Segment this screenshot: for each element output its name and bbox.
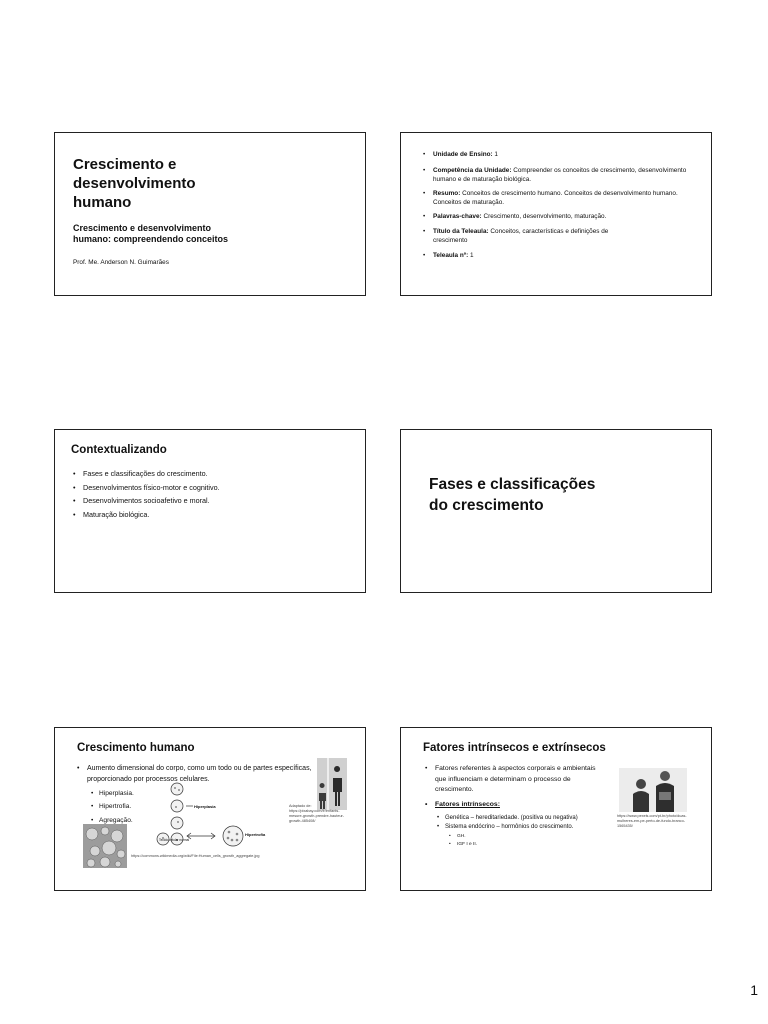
author: Prof. Me. Anderson N. Guimarães — [73, 259, 169, 266]
info-list — [421, 150, 693, 260]
citation: https://www.pexels.com/pt-br/photo/duas-mulheres-em-pe-perto-de-fundo-branco-1565435/ — [617, 814, 687, 828]
citation-bottom: https://commons.wikimedia.org/wiki/File:Human_cells_growth_aggregate.jpg — [131, 854, 260, 858]
cell-aggregate-photo — [83, 824, 127, 868]
info-item: • Teleaula nº: 1 — [421, 251, 693, 260]
sub-sub-item: • GH. — [447, 833, 477, 841]
sub-item: • Agregação. — [89, 814, 134, 827]
subtitle-line-1: Crescimento e desenvolvimento — [73, 223, 212, 233]
slide-subtitle — [73, 223, 228, 245]
title-line-1: Crescimento e — [73, 156, 177, 173]
factors-subsublist — [447, 833, 477, 849]
context-list — [71, 467, 220, 521]
factors-list — [423, 764, 601, 810]
section-title — [429, 474, 595, 516]
growth-sublist — [89, 787, 134, 827]
title-line-2: desenvolvimento — [73, 175, 196, 192]
slide-crescimento-humano — [54, 727, 366, 891]
info-item: • Unidade de Ensino: 1 — [421, 150, 693, 159]
info-item: • Título da Teleaula: Conceitos, características e definições de crescimento — [421, 227, 633, 245]
list-item: • Fases e classificações do crescimento. — [71, 467, 220, 481]
list-item: • Fatores referentes à aspectos corporais e ambientais que influenciam e determinam o processo de crescimento. — [423, 764, 601, 796]
list-item: • Fatores intrínsecos: — [423, 800, 601, 811]
list-item: • Aumento dimensional do corpo, como um todo ou de partes específicas, proporcionado por processos celulares. — [75, 764, 321, 785]
slide-heading: Contextualizando — [71, 444, 167, 456]
slide-section-title — [400, 429, 712, 593]
title-line-3: humano — [73, 194, 132, 211]
children-height-photo — [317, 758, 347, 810]
section-title-line-1: Fases e classificações — [429, 476, 596, 493]
slide-title-heading — [73, 155, 196, 212]
info-item: • Palavras-chave: Crescimento, desenvolvimento, maturação. — [421, 212, 693, 221]
slide-fatores — [400, 727, 712, 891]
list-item: • Maturação biológica. — [71, 508, 220, 522]
slide-heading: Fatores intrínsecos e extrínsecos — [423, 742, 606, 754]
info-item: • Resumo: Conceitos de crescimento humano. Conceitos de desenvolvimento humano. Conceitos de maturação. — [421, 189, 693, 207]
slide-title — [54, 132, 366, 296]
list-item: • Desenvolvimentos socioafetivo e moral. — [71, 494, 220, 508]
sub-item: • Hipertrofia. — [89, 800, 134, 813]
slide-info — [400, 132, 712, 296]
page-number: 1 — [750, 982, 758, 998]
hyperplasia-label: Hiperplasia — [194, 804, 216, 809]
sub-sub-item: • IGF I e II. — [447, 841, 477, 849]
list-item: • Desenvolvimentos físico-motor e cognitivo. — [71, 481, 220, 495]
hypertrophy-label: Hipertrofia — [245, 832, 266, 837]
section-title-line-2: do crescimento — [429, 497, 544, 514]
subtitle-line-2: humano: compreendendo conceitos — [73, 234, 229, 244]
sub-item: • Genética – hereditariedade. (positiva ou negativa) — [435, 814, 578, 823]
slide-heading: Crescimento humano — [77, 742, 195, 754]
normal-tissue-label: Tecido celular normal — [159, 838, 190, 842]
factors-sublist — [435, 814, 578, 832]
sub-item: • Sistema endócrino – hormônios do crescimento. — [435, 823, 578, 832]
sub-item: • Hiperplasia. — [89, 787, 134, 800]
slide-contextualizando — [54, 429, 366, 593]
people-photo — [619, 768, 687, 812]
citation-top: Adaptado de: https://pixabay.com/fr/enfants-mesure-growth-prendre-hauteur-growth-485408/ — [289, 804, 345, 823]
info-item: • Competência da Unidade: Compreender os conceitos de crescimento, desenvolvimento humano e de maturação biológica. — [421, 166, 693, 184]
